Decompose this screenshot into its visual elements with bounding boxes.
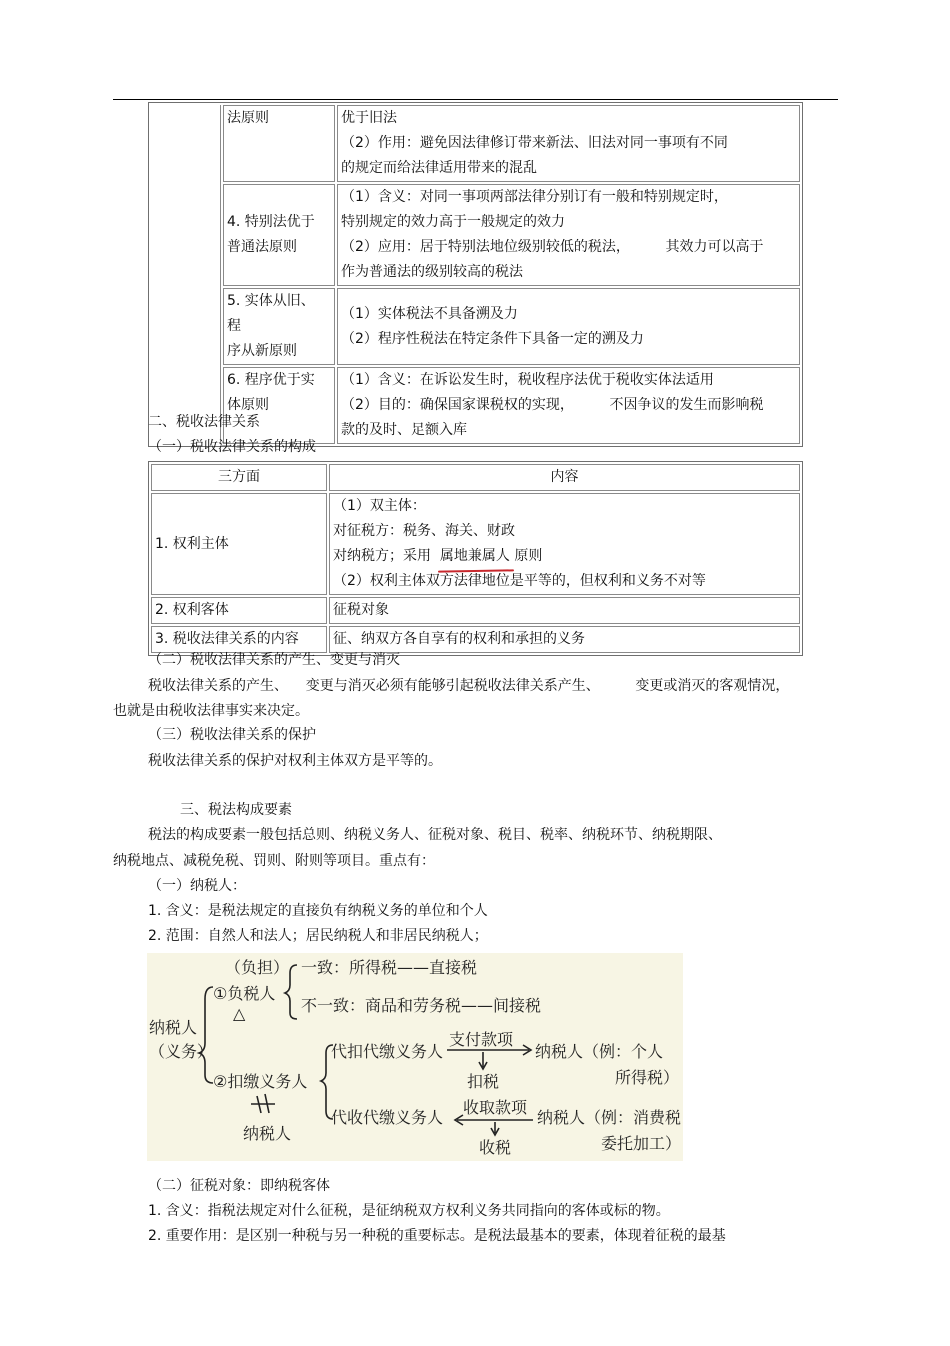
content-cell [337, 184, 800, 286]
table-row [151, 288, 800, 365]
list-item: 2. 范围：自然人和法人；居民纳税人和非居民纳税人； [148, 928, 488, 944]
header-rule [113, 99, 838, 100]
label-nsr-example1a: 纳税人（例：个人 [535, 1042, 664, 1061]
paragraph-line: 税法的构成要素一般包括总则、纳税义务人、征税对象、税目、税率、纳税环节、纳税期限、 [148, 827, 722, 843]
principle-cell [223, 288, 335, 365]
subsection-heading: （一）纳税人： [148, 878, 246, 894]
subsection-heading: （二）税收法律关系的产生、变更与消灭 [148, 652, 400, 668]
content-line: （2）权利主体双方法律地位是平等的，但权利和义务不对等 [333, 573, 706, 589]
list-item: 1. 含义：指税法规定对什么征税，是征纳税双方权利义务共同指向的客体或标的物。 [148, 1203, 670, 1219]
section-heading: 三、税法构成要素 [180, 802, 292, 818]
label-buyizhi: 不一致：商品和劳务税——间接税 [301, 996, 542, 1015]
label-zhifu: 支付款项 [449, 1030, 514, 1049]
label-nsr-example1b: 所得税） [615, 1068, 680, 1087]
label-fudan: （负担） [225, 958, 290, 977]
paragraph-line: 纳税地点、减税免税、罚则、附则等项目。重点有： [113, 853, 435, 869]
label-daishou: 代收代缴义务人 [331, 1108, 444, 1127]
label-nsr-example2b: 委托加工） [601, 1134, 682, 1153]
content-line: 款的及时、足额入库 [341, 422, 467, 438]
line-suffix: 原则 [509, 548, 543, 564]
row-label: 1. 权利主体 [151, 493, 327, 595]
table-spacer-cell [151, 105, 221, 444]
content-cell: 征、纳双方各自享有的权利和承担的义务 [329, 626, 800, 653]
row-label: 3. 税收法律关系的内容 [151, 626, 327, 653]
content-line: （1）实体税法不具备溯及力 [341, 305, 518, 322]
principle-label: 5. 实体从旧、 程 序从新原则 [227, 293, 315, 359]
line-prefix: 对纳税方；采用 [333, 548, 440, 564]
principles-table [148, 102, 803, 447]
label-nsr-example2a: 纳税人（例：消费税 [537, 1108, 682, 1127]
paragraph-line: 税收法律关系的保护对权利主体双方是平等的。 [148, 753, 442, 769]
principle-cell [223, 367, 335, 444]
principle-cell [223, 105, 335, 182]
content-line: 特别规定的效力高于一般规定的效力 [341, 214, 565, 230]
label-yizhi: 一致：所得税——直接税 [301, 958, 478, 977]
content-line: （2）作用：避免因法律修订带来新法、旧法对同一事项有不同 [341, 135, 728, 151]
list-item: 1. 含义：是税法规定的直接负有纳税义务的单位和个人 [148, 903, 488, 919]
content-line: （2）程序性税法在特定条件下具备一定的溯及力 [341, 330, 644, 347]
paragraph-line: 税收法律关系的产生、 变更与消灭必须有能够引起税收法律关系产生、 变更或消灭的客观情况， [148, 678, 790, 694]
label-shoushui: 收税 [479, 1138, 512, 1157]
section-heading: 二、税收法律关系 [148, 414, 260, 430]
table-row [151, 367, 800, 444]
principle-label: 4. 特别法优于 普通法原则 [227, 214, 315, 255]
label-yiwu: （义务） [149, 1042, 214, 1061]
content-cell [337, 288, 800, 365]
legal-relationship-table [148, 461, 803, 656]
content-cell: 征税对象 [329, 597, 800, 624]
table-header-row [151, 464, 800, 491]
label-koujiao: ②扣缴义务人 [213, 1072, 308, 1091]
taxpayer-diagram-svg [147, 953, 683, 1161]
subsection-heading: （二）征税对象：即纳税客体 [148, 1178, 330, 1194]
label-daikou: 代扣代缴义务人 [331, 1042, 444, 1061]
content-line: （2）目的：确保国家课税权的实现， 不因争议的发生而影响税 [341, 397, 764, 413]
table-row [151, 626, 800, 653]
column-header: 三方面 [151, 464, 327, 491]
subsection-heading: （三）税收法律关系的保护 [148, 727, 316, 743]
content-line: 作为普通法的级别较高的税法 [341, 264, 523, 280]
principle-label: 法原则 [227, 110, 269, 126]
subsection-heading: （一）税收法律关系的构成 [148, 439, 316, 455]
list-item: 2. 重要作用：是区别一种税与另一种税的重要标志。是税法最基本的要素，体现着征税的最基 [148, 1228, 726, 1244]
content-line: （1）含义：在诉讼发生时，税收程序法优于税收实体法适用 [341, 372, 714, 388]
label-nashuiren: 纳税人 [149, 1018, 198, 1037]
label-koushui: 扣税 [467, 1072, 500, 1091]
content-cell [337, 367, 800, 444]
label-fushuiren: ①负税人 [213, 984, 276, 1003]
label-triangle: △ [233, 1004, 246, 1023]
content-line: 对征税方：税务、海关、财政 [333, 523, 515, 539]
content-line: 的规定而给法律适用带来的混乱 [341, 160, 537, 176]
taxpayer-diagram [147, 953, 683, 1161]
table-row [151, 597, 800, 624]
content-line: （1）双主体： [333, 498, 426, 514]
underlined-term: 属地兼属人 [440, 544, 510, 569]
content-line: （2）应用：居于特别法地位级别较低的税法， 其效力可以高于 [341, 239, 764, 255]
principle-label: 6. 程序优于实 体原则 [227, 372, 315, 413]
table-row [151, 184, 800, 286]
content-line: 优于旧法 [341, 110, 397, 126]
content-line [333, 544, 796, 569]
table-row [151, 493, 800, 595]
label-shouqu: 收取款项 [463, 1098, 528, 1117]
content-cell [337, 105, 800, 182]
column-header: 内容 [329, 464, 800, 491]
principle-cell [223, 184, 335, 286]
content-cell [329, 493, 800, 595]
table-row [151, 105, 800, 182]
row-label: 2. 权利客体 [151, 597, 327, 624]
paragraph-line: 也就是由税收法律事实来决定。 [113, 703, 309, 719]
label-bottom-nashuiren: 纳税人 [243, 1124, 292, 1143]
content-line: （1）含义：对同一事项两部法律分别订有一般和特别规定时， [341, 189, 728, 205]
